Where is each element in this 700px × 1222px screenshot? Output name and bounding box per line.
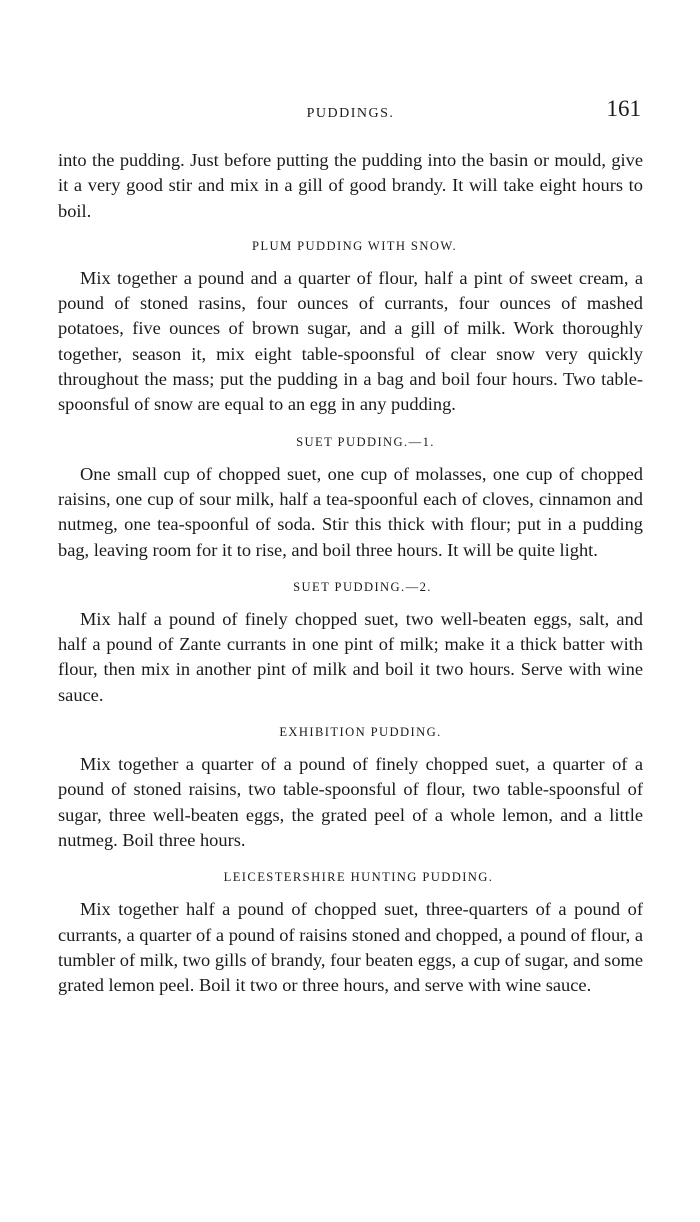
page-number: 161 (606, 96, 641, 121)
recipe-text-exhibition-pudding: Mix together a quarter of a pound of finely chopped suet, a quarter of a pound of stoned raisins, two table-spoonsful of flour, two table-spoonsful of sugar, three well-beaten eggs, the grated peel of a whole lemon, and a little nutmeg. Boil three hours. (58, 754, 643, 850)
recipe-title-exhibition-pudding: EXHIBITION PUDDING. (279, 725, 442, 740)
continuation-paragraph: into the pudding. Just before putting the pudding into the basin or mould, give it a very good stir and mix in a gill of good brandy. It will take eight hours to boil. (58, 150, 643, 221)
recipe-title-leicestershire-hunting-pudding: LEICESTERSHIRE HUNTING PUDDING. (223, 870, 494, 885)
recipe-title-suet-pudding-1: SUET PUDDING.—1. (296, 434, 435, 449)
recipe-text-plum-pudding-with-snow: Mix together a pound and a quarter of flour, half a pint of sweet cream, a pound of stoned rasins, four ounces of currants, four ounces of mashed potatoes, five ounces of brown sugar, and a gill of milk. Work thoroughly together, season it, mix eight table-spoonsful of clear snow very quickly throughout the mass; put the pudding in a bag and boil four hours. Two table-spoonsful of snow are equal to an egg in any pudding. (58, 267, 643, 415)
recipe-title-suet-pudding-2: SUET PUDDING.—2. (293, 579, 432, 594)
running-title: PUDDINGS. (306, 106, 395, 121)
recipe-text-leicestershire-hunting-pudding: Mix together half a pound of chopped suet, three-quarters of a pound of currants, a quarter of a pound of raisins stoned and chopped, a pound of flour, a tumbler of milk, two gills of brandy, four beaten eggs, a cup of sugar, and some grated lemon peel. Boil it two or three hours, and serve with wine sauce. (58, 899, 643, 996)
book-page (58, 96, 643, 998)
recipe-text-suet-pudding-1: One small cup of chopped suet, one cup of molasses, one cup of chopped raisins, one cup of sour milk, half a tea-spoonful each of cloves, cinnamon and nutmeg, one tea-spoonful of soda. Stir this thick with flour; put in a pudding bag, leaving room for it to rise, and boil three hours. It will be quite light. (58, 463, 643, 560)
recipe-title-plum-pudding-with-snow: PLUM PUDDING WITH SNOW. (251, 238, 458, 253)
recipe-text-suet-pudding-2: Mix half a pound of finely chopped suet, two well-beaten eggs, salt, and half a pound of Zante currants in one pint of milk; make it a thick batter with flour, then mix in another pint of milk and boil it two hours. Serve with wine sauce. (58, 608, 643, 705)
running-header (58, 96, 643, 126)
